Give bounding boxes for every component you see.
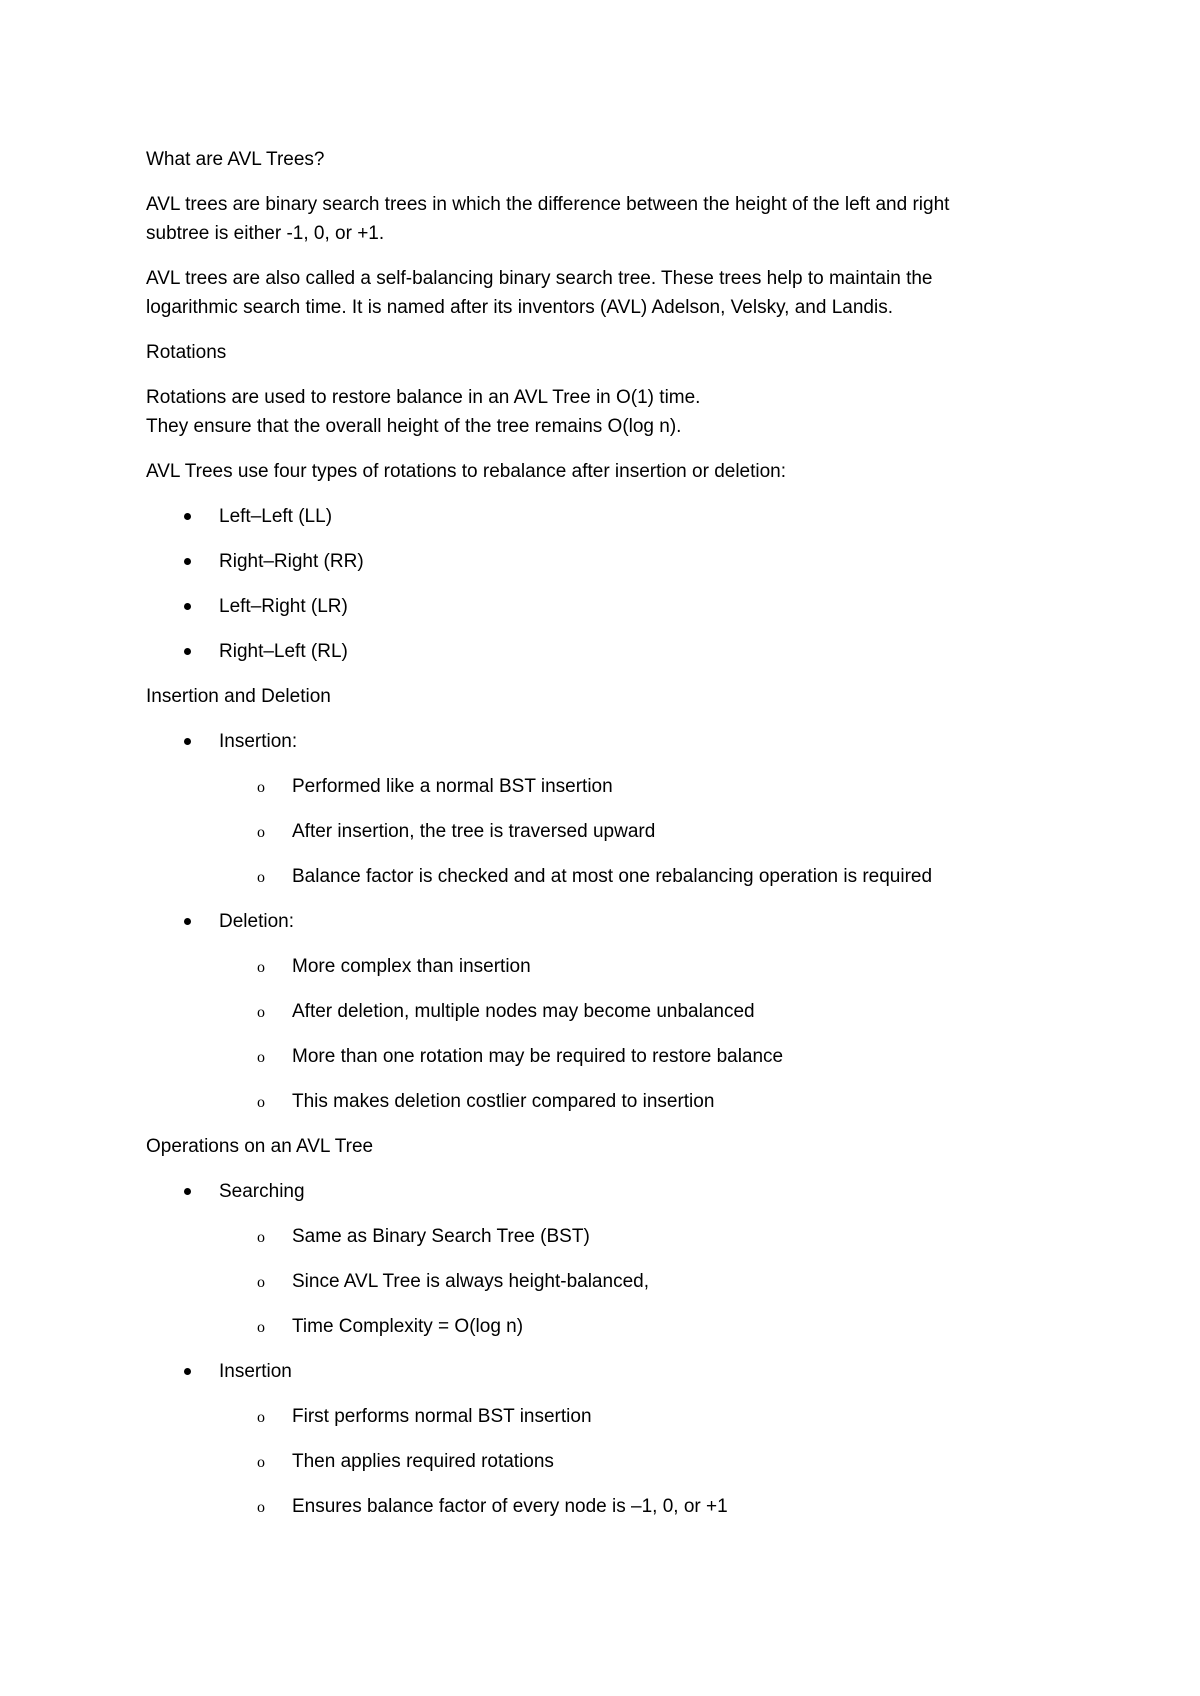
- sub-list-item-label: More than one rotation may be required to restore balance: [292, 1046, 784, 1067]
- list-item: [146, 637, 1066, 666]
- sub-list-item: [219, 817, 1066, 846]
- circle-bullet-icon: o: [257, 1409, 265, 1426]
- sub-list-item-label: After insertion, the tree is traversed upward: [292, 821, 656, 842]
- operations-list: [146, 1177, 1066, 1521]
- sub-list-item-label: Same as Binary Search Tree (BST): [292, 1226, 590, 1247]
- sub-list-item: [219, 862, 1066, 891]
- circle-bullet-icon: o: [257, 869, 265, 886]
- list-item-label: Left–Right (LR): [219, 596, 348, 617]
- sub-list-item: [219, 1492, 1066, 1521]
- circle-bullet-icon: o: [257, 1049, 265, 1066]
- sub-list-item: [219, 1447, 1066, 1476]
- sub-list: [219, 1222, 1066, 1341]
- sub-list-item-label: Ensures balance factor of every node is –1, 0, or +1: [292, 1496, 728, 1517]
- circle-bullet-icon: o: [257, 1004, 265, 1021]
- bullet-icon: [184, 918, 191, 925]
- document-body: [146, 145, 1066, 1537]
- circle-bullet-icon: o: [257, 824, 265, 841]
- list-item-label: Insertion: [219, 1361, 292, 1382]
- list-item: [146, 592, 1066, 621]
- list-item-label: Deletion:: [219, 911, 294, 932]
- circle-bullet-icon: o: [257, 1319, 265, 1336]
- sub-list-item: [219, 1402, 1066, 1431]
- insertion-deletion-list: [146, 727, 1066, 1116]
- sub-list-item-label: Balance factor is checked and at most one rebalancing operation is required: [292, 866, 933, 887]
- sub-list: [219, 772, 1066, 891]
- list-item-label: Insertion:: [219, 731, 298, 752]
- circle-bullet-icon: o: [257, 1454, 265, 1471]
- sub-list: [219, 1402, 1066, 1521]
- text-line: subtree is either -1, 0, or +1.: [146, 223, 385, 244]
- intro-paragraph-1: [146, 190, 1066, 248]
- intro-paragraph-2: [146, 264, 1066, 322]
- list-item-label: Searching: [219, 1181, 305, 1202]
- bullet-icon: [184, 738, 191, 745]
- rotations-heading: Rotations: [146, 342, 227, 363]
- sub-list-item-label: More complex than insertion: [292, 956, 531, 977]
- bullet-icon: [184, 1368, 191, 1375]
- rotations-paragraph: [146, 383, 1066, 441]
- rotation-types-intro: AVL Trees use four types of rotations to rebalance after insertion or deletion:: [146, 461, 787, 482]
- list-item-label: Left–Left (LL): [219, 506, 333, 527]
- circle-bullet-icon: o: [257, 1499, 265, 1516]
- sub-list-item: [219, 952, 1066, 981]
- sub-list-item-label: Time Complexity = O(log n): [292, 1316, 524, 1337]
- circle-bullet-icon: o: [257, 959, 265, 976]
- sub-list-item: [219, 772, 1066, 801]
- list-item-label: Right–Left (RL): [219, 641, 348, 662]
- sub-list-item: [219, 1222, 1066, 1251]
- list-item: [146, 547, 1066, 576]
- operations-heading: Operations on an AVL Tree: [146, 1136, 374, 1157]
- list-item: [146, 1177, 1066, 1341]
- sub-list-item-label: Performed like a normal BST insertion: [292, 776, 613, 797]
- circle-bullet-icon: o: [257, 779, 265, 796]
- rotation-types-list: [146, 502, 1066, 666]
- sub-list: [219, 952, 1066, 1116]
- sub-list-item: [219, 1267, 1066, 1296]
- doc-title: What are AVL Trees?: [146, 149, 325, 170]
- sub-list-item-label: Since AVL Tree is always height-balanced,: [292, 1271, 649, 1292]
- sub-list-item-label: After deletion, multiple nodes may become unbalanced: [292, 1001, 755, 1022]
- list-item: [146, 1357, 1066, 1521]
- text-line: logarithmic search time. It is named after its inventors (AVL) Adelson, Velsky, and Landis.: [146, 297, 893, 318]
- bullet-icon: [184, 1188, 191, 1195]
- text-line: AVL trees are also called a self-balancing binary search tree. These trees help to maintain the: [146, 268, 933, 289]
- sub-list-item-label: First performs normal BST insertion: [292, 1406, 592, 1427]
- sub-list-item-label: This makes deletion costlier compared to insertion: [292, 1091, 715, 1112]
- list-item-label: Right–Right (RR): [219, 551, 364, 572]
- sub-list-item: [219, 1087, 1066, 1116]
- bullet-icon: [184, 513, 191, 520]
- bullet-icon: [184, 558, 191, 565]
- sub-list-item: [219, 1312, 1066, 1341]
- sub-list-item: [219, 997, 1066, 1026]
- circle-bullet-icon: o: [257, 1229, 265, 1246]
- circle-bullet-icon: o: [257, 1094, 265, 1111]
- list-item: [146, 907, 1066, 1116]
- sub-list-item: [219, 1042, 1066, 1071]
- text-line: They ensure that the overall height of the tree remains O(log n).: [146, 416, 682, 437]
- sub-list-item-label: Then applies required rotations: [292, 1451, 554, 1472]
- text-line: Rotations are used to restore balance in an AVL Tree in O(1) time.: [146, 387, 701, 408]
- circle-bullet-icon: o: [257, 1274, 265, 1291]
- list-item: [146, 727, 1066, 891]
- list-item: [146, 502, 1066, 531]
- text-line: AVL trees are binary search trees in which the difference between the height of the left and right: [146, 194, 950, 215]
- bullet-icon: [184, 603, 191, 610]
- insertion-deletion-heading: Insertion and Deletion: [146, 686, 331, 707]
- bullet-icon: [184, 648, 191, 655]
